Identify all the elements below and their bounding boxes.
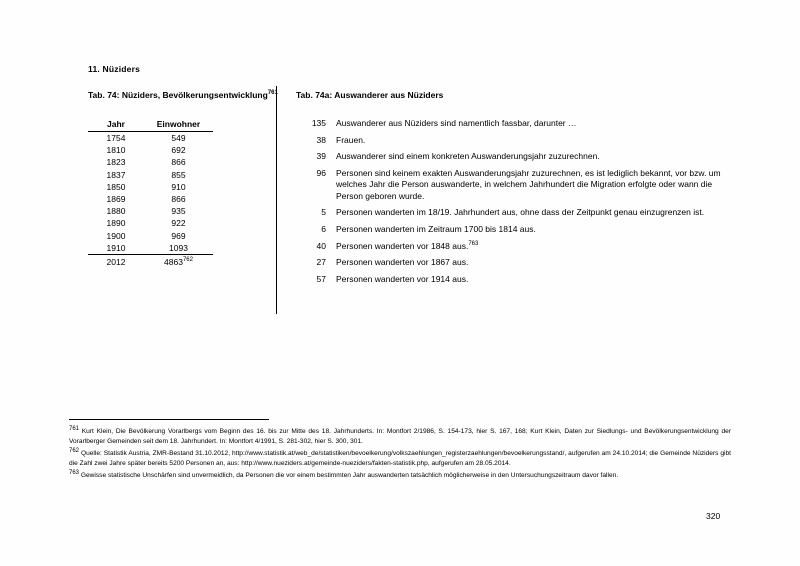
list-item-text: Auswanderer sind einem konkreten Auswanderungsjahr zuzurechnen.: [336, 151, 600, 162]
list-item-text: Auswanderer aus Nüziders sind namentlich fassbar, darunter …: [336, 118, 577, 128]
list-item-count: 40: [316, 240, 326, 251]
cell-population: 866: [171, 157, 186, 168]
cell-year: 1910: [106, 242, 126, 253]
section-heading: 11. Nüziders: [88, 64, 141, 74]
cell-footnote-marker: 762: [182, 257, 193, 264]
list-item-count: 39: [316, 151, 326, 162]
cell-population: 910: [171, 181, 186, 192]
footnote-item: [69, 447, 731, 468]
footnote-item: [69, 469, 731, 481]
list-item-text: Personen wanderten im Zeitraum 1700 bis 1814 aus.: [336, 224, 536, 235]
footnote-text: Kurt Klein, Die Bevölkerung Vorarlbergs vom Beginn des 16. bis zur Mitte des 18. Jahrhunderts. In: Montfort 2/1986, S. 154-173, hier S. 167, 168; Kurt Klein, Daten zur Siedlungs- und Bevölkerungsentwicklung der Vorarlberger Gemeinden seit dem 18. Jahrhundert. In: Montfort 4/1991, S. 281-302, hier S. 300, 301.: [69, 428, 731, 445]
cell-year: 1850: [106, 181, 126, 192]
table-row: [88, 254, 213, 268]
footnote-marker: 762: [69, 447, 80, 454]
table-row: [88, 156, 213, 168]
footnote-item: [69, 425, 731, 446]
list-item-text: Personen wanderten vor 1867 aus.: [336, 257, 469, 268]
left-table-title-footnote-marker: 761: [267, 90, 278, 97]
list-item: [296, 135, 726, 146]
cell-year: 1823: [106, 157, 126, 168]
population-table: [88, 118, 213, 268]
list-item-count: 5: [321, 207, 326, 218]
cell-year: 1869: [106, 194, 126, 205]
list-item-text: [336, 241, 726, 252]
list-item-text: Personen sind keinem exakten Auswanderungsjahr zuzurechnen, es ist lediglich bekannt, vor bzw. um welches Jahr die Person auswanderte, in welchem Jahrhundert die Migration erfolgte oder wann die Person geboren wurde.: [336, 168, 721, 201]
list-item-count: 96: [316, 168, 326, 179]
footnote-block: [69, 425, 731, 481]
cell-population: 549: [171, 133, 186, 144]
table-row: [88, 230, 213, 242]
list-item: [296, 257, 726, 268]
list-item: [296, 241, 726, 252]
list-item-text-value: Personen wanderten vor 1848 aus.: [336, 240, 469, 251]
list-item-text: Frauen.: [336, 134, 366, 145]
list-item-count: 6: [321, 224, 326, 235]
cell-population: 855: [171, 169, 186, 180]
table-row: [88, 217, 213, 229]
list-item: [296, 151, 726, 162]
cell-year: 1754: [106, 133, 126, 144]
column-header-year: Jahr: [88, 118, 144, 132]
right-table-title: Tab. 74a: Auswanderer aus Nüziders: [296, 90, 444, 100]
list-item-count: 27: [316, 257, 326, 268]
cell-year: 1900: [106, 230, 126, 241]
population-table-body: [88, 132, 213, 268]
column-header-population: Einwohner: [144, 118, 213, 132]
footnote-separator: [69, 419, 269, 420]
cell-year: 1837: [106, 169, 126, 180]
list-item: [296, 274, 726, 285]
table-row: [88, 242, 213, 255]
cell-year: 2012: [88, 254, 144, 268]
list-item: [296, 224, 726, 235]
table-row: [88, 169, 213, 181]
cell-population: [144, 254, 213, 268]
table-row: [88, 205, 213, 217]
page-number: 320: [706, 511, 721, 521]
list-item-footnote-marker: 763: [468, 240, 479, 247]
list-item-count: 135: [311, 118, 326, 128]
list-item-count: 38: [316, 134, 326, 145]
list-item: [296, 207, 726, 218]
list-item-text: Personen wanderten vor 1914 aus.: [336, 274, 469, 285]
footnote-marker: 761: [69, 426, 80, 432]
footnote-marker: 763: [69, 469, 80, 476]
table-row: [88, 132, 213, 145]
list-item: [296, 118, 726, 129]
list-item: [296, 168, 726, 202]
cell-year: 1890: [106, 218, 126, 229]
footnote-text: Quelle: Statistik Austria, ZMR-Bestand 31.10.2012, http://www.statistik.at/web_de/statistiken/bevoelkerung/volkszaehlungen_registerzaehlungen/bevoelkerungsstand/, aufgerufen am 24.10.2014; die Gemeinde Nüziders gibt die Zahl zwei Jahre später bereits 5200 Personen an, aus: http://www.nueziders.at/gemeinde-nueziders/fakten-statistik.php, aufgerufen am 28.05.2014.: [69, 450, 731, 467]
cell-population: 935: [171, 206, 186, 217]
cell-population-value: 4863: [164, 256, 183, 267]
cell-population: 692: [171, 145, 186, 156]
cell-year: 1810: [106, 145, 126, 156]
list-item-text: Personen wanderten im 18/19. Jahrhundert aus, ohne dass der Zeitpunkt genau einzugrenzen ist.: [336, 207, 705, 218]
table-header-row: [88, 118, 213, 132]
table-row: [88, 144, 213, 156]
left-table-title-text: Tab. 74: Nüziders, Bevölkerungsentwicklung: [88, 90, 268, 100]
list-item-count: 57: [316, 274, 326, 285]
cell-population: 1093: [169, 242, 188, 253]
cell-population: 866: [171, 194, 186, 205]
cell-year: 1880: [106, 206, 126, 217]
table-row: [88, 193, 213, 205]
column-divider: [276, 86, 277, 314]
table-row: [88, 181, 213, 193]
cell-population: 969: [171, 230, 186, 241]
emigrant-summary-list: [296, 118, 726, 291]
left-table-title: [88, 90, 278, 100]
footnote-text: Gewisse statistische Unschärfen sind unvermeidlich, da Personen die vor einem bestimmten Jahr auswanderten tatsächlich möglicherweise in den Untersuchungszeitraum davor fallen.: [80, 472, 619, 480]
cell-population: 922: [171, 218, 186, 229]
